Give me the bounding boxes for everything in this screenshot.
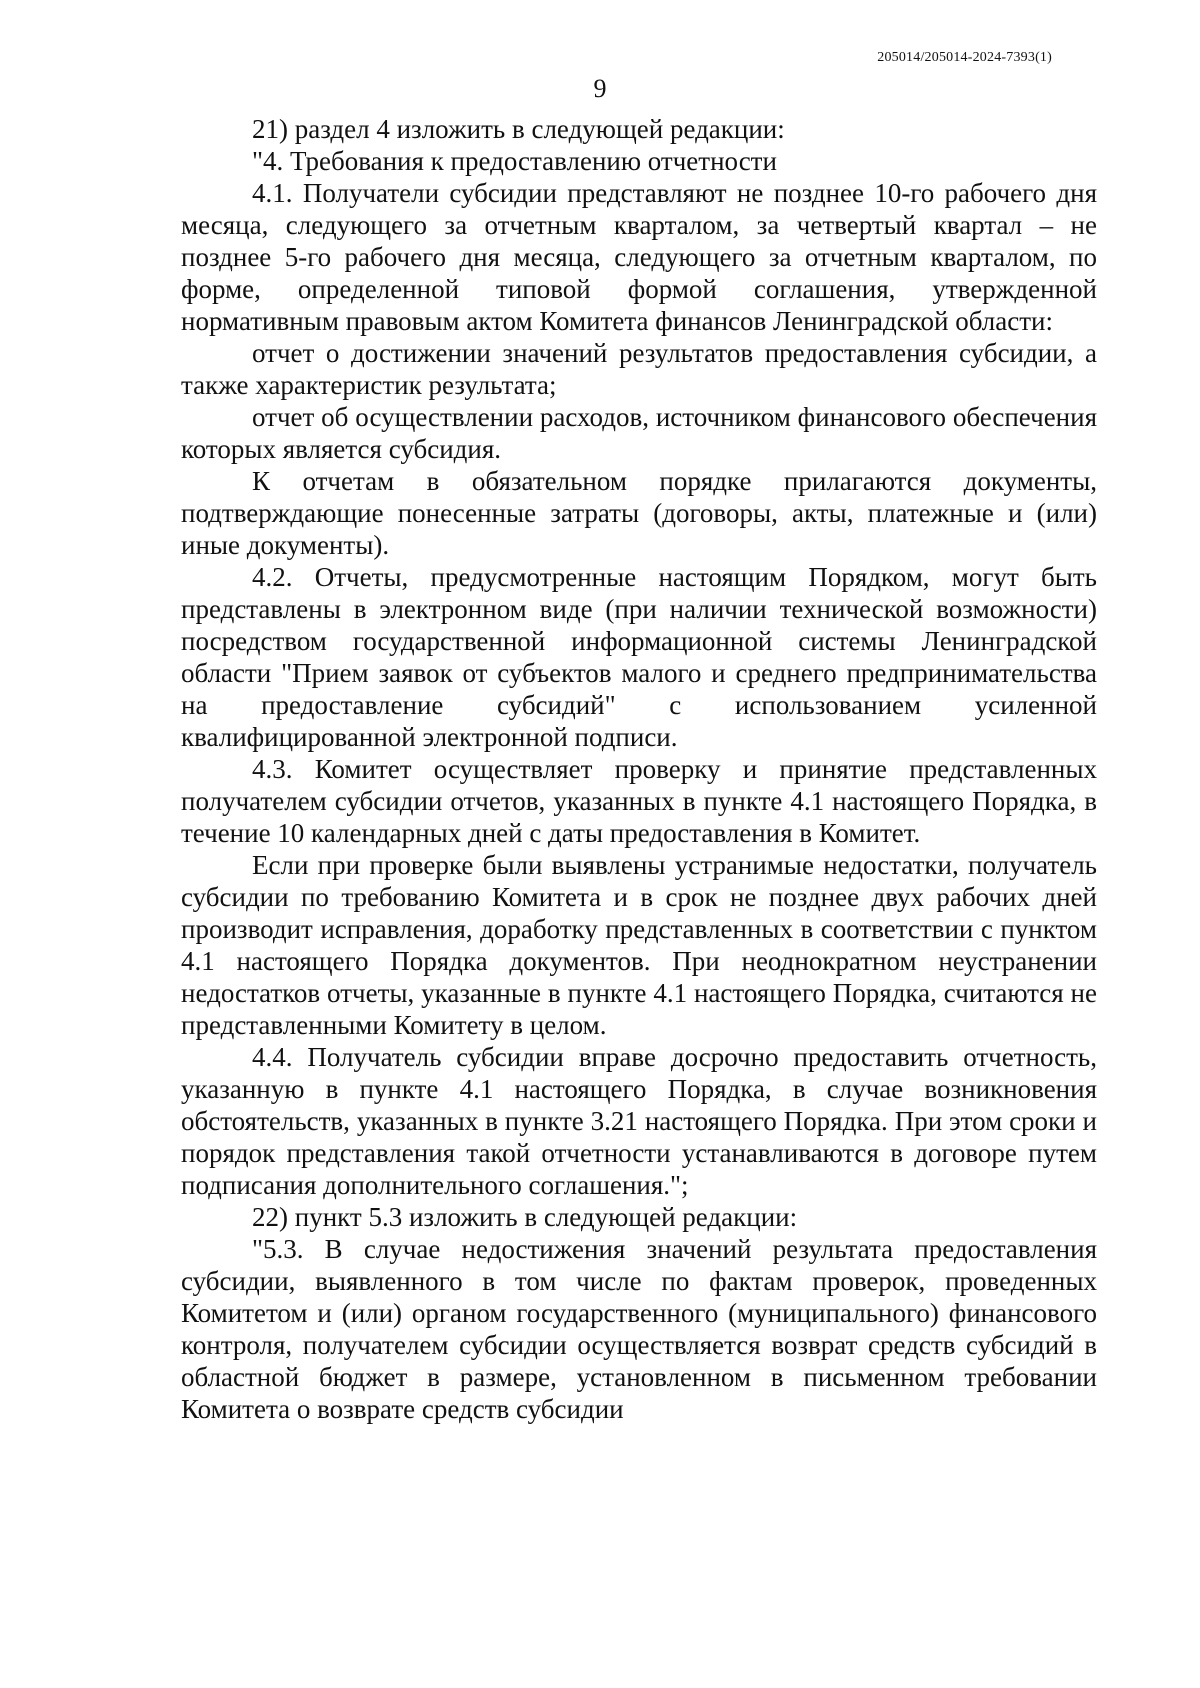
section-4-heading: "4. Требования к предоставлению отчетности [252, 146, 777, 176]
paragraph-item-22-intro: 22) пункт 5.3 изложить в следующей редакции: [252, 1202, 798, 1232]
clause-4-1-attachments: К отчетам в обязательном порядке прилагаются документы, подтверждающие понесенные затраты (договоры, акты, платежные и (или) иные документы). [181, 466, 1097, 560]
document-body [181, 113, 1097, 1425]
clause-5-3: "5.3. В случае недостижения значений результата предоставления субсидии, выявленного в том числе по фактам проверок, проведенных Комитетом и (или) органом государственного (муниципального) финансового контроля, получателем субсидии осуществляется возврат средств субсидий в областной бюджет в размере, установленном в письменном требовании Комитета о возврате средств субсидии [181, 1234, 1097, 1424]
clause-4-1-report-results: отчет о достижении значений результатов предоставления субсидии, а также характеристик результата; [181, 338, 1097, 400]
document-id: 205014/205014-2024-7393(1) [877, 50, 1052, 65]
clause-4-2: 4.2. Отчеты, предусмотренные настоящим Порядком, могут быть представлены в электронном виде (при наличии технической возможности) посредством государственной информационной системы Ленинградской области "Прием заявок от субъектов малого и среднего предпринимательства на предоставление субсидий" с использованием усиленной квалифицированной электронной подписи. [181, 562, 1097, 752]
page-number: 9 [593, 74, 607, 103]
clause-4-3-deficiencies: Если при проверке были выявлены устранимые недостатки, получатель субсидии по требованию Комитета и в срок не позднее двух рабочих дней производит исправления, доработку представленных в соответствии с пунктом 4.1 настоящего Порядка документов. При неоднократном неустранении недостатков отчеты, указанные в пункте 4.1 настоящего Порядка, считаются не представленными Комитету в целом. [181, 850, 1097, 1040]
clause-4-1: 4.1. Получатели субсидии представляют не позднее 10-го рабочего дня месяца, следующего за отчетным кварталом, за четвертый квартал – не позднее 5-го рабочего дня месяца, следующего за отчетным кварталом, по форме, определенной типовой формой соглашения, утвержденной нормативным правовым актом Комитета финансов Ленинградской области: [181, 178, 1097, 336]
clause-4-3: 4.3. Комитет осуществляет проверку и принятие представленных получателем субсидии отчетов, указанных в пункте 4.1 настоящего Порядка, в течение 10 календарных дней с даты предоставления в Комитет. [181, 754, 1097, 848]
paragraph-item-21-intro: 21) раздел 4 изложить в следующей редакции: [252, 114, 785, 144]
clause-4-1-report-expenses: отчет об осуществлении расходов, источником финансового обеспечения которых является субсидия. [181, 402, 1097, 464]
clause-4-4: 4.4. Получатель субсидии вправе досрочно предоставить отчетность, указанную в пункте 4.1 настоящего Порядка, в случае возникновения обстоятельств, указанных в пункте 3.21 настоящего Порядка. При этом сроки и порядок представления такой отчетности устанавливаются в договоре путем подписания дополнительного соглашения."; [181, 1042, 1097, 1200]
